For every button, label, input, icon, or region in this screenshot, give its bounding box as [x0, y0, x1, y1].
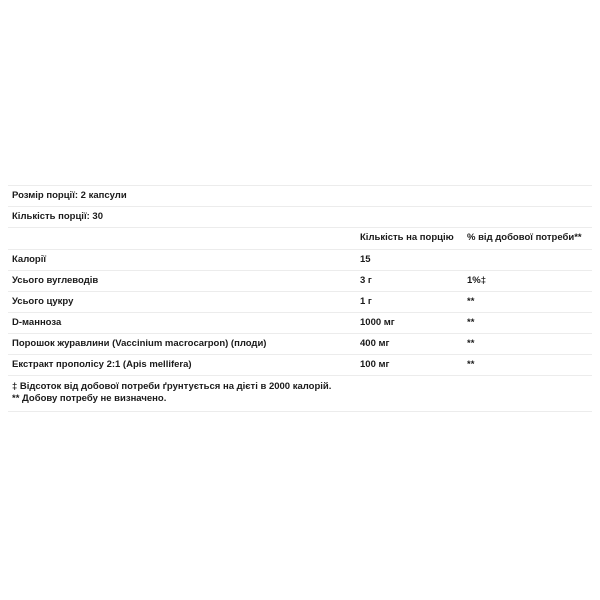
nutrient-amount: 15	[360, 254, 371, 265]
footnote-daily-value-basis: ‡ Відсоток від добової потреби ґрунтується на дієті в 2000 калорій.	[12, 381, 332, 392]
servings-per-container-text: Кількість порції: 30	[12, 211, 103, 222]
table-row	[8, 292, 592, 313]
supplement-facts-table	[8, 185, 592, 412]
serving-size-text: Розмір порції: 2 капсули	[12, 190, 127, 201]
nutrient-daily-value: **	[467, 359, 475, 370]
nutrient-amount: 400 мг	[360, 338, 390, 349]
nutrient-name: Усього вуглеводів	[12, 275, 99, 286]
nutrient-name: Порошок журавлини (Vaccinium macrocarpon) (плоди)	[12, 338, 267, 349]
footnotes	[8, 376, 592, 412]
nutrient-name: Екстракт прополісу 2:1 (Apis mellifera)	[12, 359, 192, 370]
nutrient-amount: 1000 мг	[360, 317, 395, 328]
nutrient-name: Калорії	[12, 254, 47, 265]
nutrient-name: D-манноза	[12, 317, 62, 328]
table-row	[8, 334, 592, 355]
nutrient-amount: 3 г	[360, 275, 372, 286]
footnote-not-established: ** Добову потребу не визначено.	[12, 393, 167, 404]
servings-per-container-row	[8, 207, 592, 228]
nutrient-amount: 100 мг	[360, 359, 390, 370]
nutrient-amount: 1 г	[360, 296, 372, 307]
table-row	[8, 313, 592, 334]
serving-size-row	[8, 186, 592, 207]
nutrient-daily-value: **	[467, 296, 475, 307]
table-row	[8, 271, 592, 292]
nutrient-daily-value: **	[467, 338, 475, 349]
nutrient-daily-value: **	[467, 317, 475, 328]
table-row	[8, 250, 592, 271]
nutrient-daily-value: 1%‡	[467, 275, 487, 286]
header-daily-value: % від добової потреби**	[467, 232, 582, 243]
nutrient-name: Усього цукру	[12, 296, 74, 307]
table-header-row	[8, 228, 592, 250]
header-amount: Кількість на порцію	[360, 232, 454, 243]
table-row	[8, 355, 592, 376]
